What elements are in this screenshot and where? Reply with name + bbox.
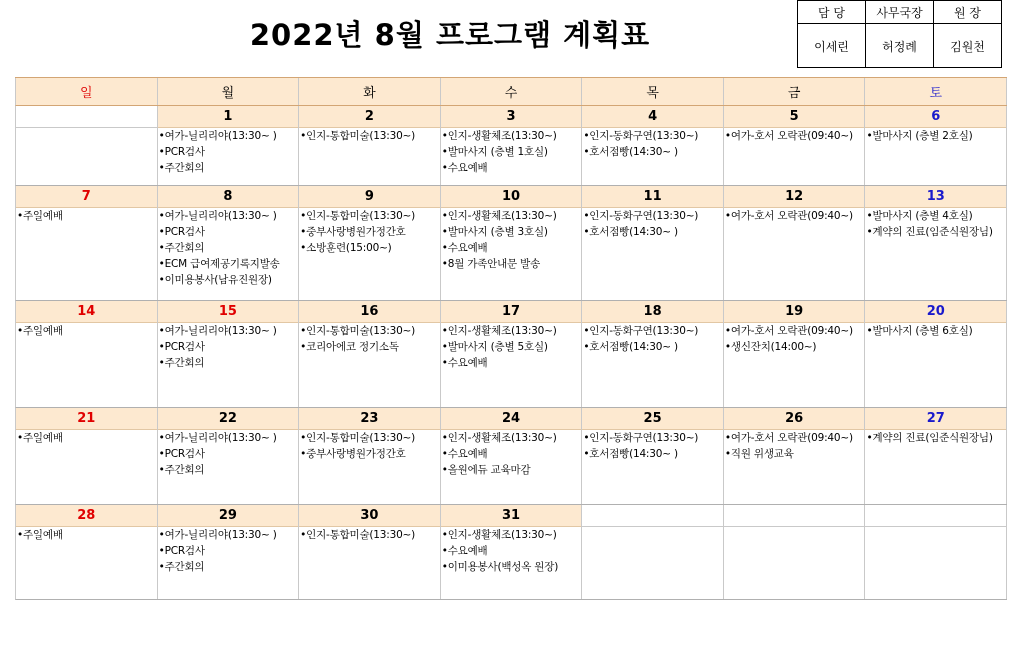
event-item: •여가-호서 오락관(09:40~) [724,130,853,142]
event-list [158,323,299,371]
approval-name-staff: 이세린 [814,39,849,54]
event-item: •PCR검사 [158,545,205,557]
day-cell[interactable] [865,505,1007,599]
weekday-wed: 수 [441,78,583,105]
event-item: •수요예배 [441,545,488,557]
event-item: •주간회의 [158,242,205,254]
day-cell[interactable] [441,408,583,504]
day-cell[interactable] [441,301,583,407]
event-item: •PCR검사 [158,226,205,238]
day-number: 6 [865,106,1006,128]
event-item: •수요예배 [441,242,488,254]
event-item: •인지-동화구연(13:30~) [583,130,699,142]
day-number: 31 [441,505,582,527]
event-list [299,323,440,355]
event-item: •이미용봉사(백성옥 원장) [441,561,559,573]
calendar-week [15,186,1007,301]
day-cell[interactable] [16,301,158,407]
event-item: •주일예배 [17,432,63,444]
day-cell[interactable] [865,408,1007,504]
event-item: •ECM 급여제공기록지발송 [158,258,280,270]
event-item: •호서점빵(14:30~ ) [583,146,678,158]
event-item: •소방훈련(15:00~) [300,242,392,254]
day-number: 12 [724,186,865,208]
event-list [299,128,440,144]
event-item: •여가-닐리리야(13:30~ ) [158,210,277,222]
day-number: 4 [582,106,723,128]
event-item: •PCR검사 [158,448,205,460]
day-cell[interactable] [582,186,724,300]
event-item: •수요예배 [441,357,488,369]
event-list [441,527,582,575]
event-item: •여가-닐리리야(13:30~ ) [158,432,277,444]
event-item: •인지-통합미술(13:30~) [300,130,416,142]
day-number: 1 [158,106,299,128]
calendar-week [15,408,1007,505]
event-list [865,208,1006,240]
day-cell[interactable] [724,408,866,504]
event-item: •주일예배 [17,325,63,337]
event-list [158,208,299,288]
day-number: 29 [158,505,299,527]
weekday-tue: 화 [299,78,441,105]
event-item: •발마사지 (층별 2호실) [866,130,973,142]
event-item: •인지-생활체조(13:30~) [441,432,557,444]
event-item: •주간회의 [158,464,205,476]
day-number: 20 [865,301,1006,323]
event-list [724,430,865,462]
day-number: 18 [582,301,723,323]
day-cell[interactable] [158,408,300,504]
weekday-fri: 금 [724,78,866,105]
event-list [582,128,723,160]
day-cell[interactable] [724,505,866,599]
event-item: •수요예배 [441,448,488,460]
event-list [299,208,440,256]
day-cell[interactable] [299,408,441,504]
event-item: •인지-생활체조(13:30~) [441,529,557,541]
event-list [299,527,440,543]
day-number [16,106,157,128]
day-cell[interactable] [441,186,583,300]
event-list [582,430,723,462]
calendar-week [15,301,1007,408]
day-number: 30 [299,505,440,527]
event-item: •여가-닐리리야(13:30~ ) [158,325,277,337]
day-cell[interactable] [724,301,866,407]
event-item: •발마사지 (층별 6호실) [866,325,973,337]
event-item: •발마사지 (층별 1호실) [441,146,548,158]
event-item: •PCR검사 [158,341,205,353]
day-cell[interactable] [865,186,1007,300]
day-number: 19 [724,301,865,323]
approval-header-staff: 담 당 [818,5,845,20]
event-item: •이미용봉사(남유진원장) [158,274,272,286]
day-cell[interactable] [16,408,158,504]
event-list [16,430,157,446]
day-cell[interactable] [299,301,441,407]
event-item: •발마사지 (층별 3호실) [441,226,548,238]
day-cell[interactable] [158,106,300,185]
event-item: •인지-생활체조(13:30~) [441,130,557,142]
day-cell[interactable] [299,106,441,185]
event-item: •인지-동화구연(13:30~) [583,210,699,222]
event-item: •호서점빵(14:30~ ) [583,341,678,353]
event-item: •여가-호서 오락관(09:40~) [724,210,853,222]
weekday-sun: 일 [16,78,158,105]
day-number: 13 [865,186,1006,208]
event-item: •여가-호서 오락관(09:40~) [724,325,853,337]
event-list [16,527,157,543]
event-item: •주간회의 [158,162,205,174]
day-number: 5 [724,106,865,128]
event-item: •생신잔치(14:00~) [724,341,817,353]
event-item: •인지-통합미술(13:30~) [300,529,416,541]
day-cell[interactable] [582,106,724,185]
event-item: •인지-동화구연(13:30~) [583,325,699,337]
event-list [865,323,1006,339]
page-title: 2022년 8월 프로그램 계획표 [249,18,651,52]
day-number: 26 [724,408,865,430]
event-list [16,323,157,339]
day-number: 27 [865,408,1006,430]
day-number: 21 [16,408,157,430]
approval-header-secretary: 사무국장 [865,1,933,23]
event-list [865,128,1006,144]
day-cell[interactable] [724,106,866,185]
day-cell[interactable] [16,505,158,599]
day-cell[interactable] [16,186,158,300]
day-number: 23 [299,408,440,430]
day-number: 10 [441,186,582,208]
event-item: •인지-생활체조(13:30~) [441,210,557,222]
calendar-week [15,106,1007,186]
day-cell[interactable] [582,408,724,504]
day-number: 22 [158,408,299,430]
day-number: 2 [299,106,440,128]
approval-header-director: 원 장 [933,1,1001,23]
event-item: •호서점빵(14:30~ ) [583,448,678,460]
event-item: •계약의 진료(임준식원장님) [866,432,993,444]
event-item: •PCR검사 [158,146,205,158]
day-number: 25 [582,408,723,430]
day-cell[interactable] [158,505,300,599]
day-number: 14 [16,301,157,323]
day-number: 28 [16,505,157,527]
event-item: •인지-통합미술(13:30~) [300,325,416,337]
event-item: •여가-닐리리야(13:30~ ) [158,130,277,142]
event-list [724,323,865,355]
day-cell[interactable] [865,106,1007,185]
event-item: •주일예배 [17,210,63,222]
event-list [158,430,299,478]
day-number: 7 [16,186,157,208]
event-item: •인지-통합미술(13:30~) [300,210,416,222]
event-list [724,208,865,224]
day-cell[interactable] [865,301,1007,407]
event-item: •직원 위생교육 [724,448,794,460]
day-cell[interactable] [158,301,300,407]
day-cell[interactable] [441,106,583,185]
event-item: •발마사지 (층별 5호실) [441,341,548,353]
day-number [865,505,1006,527]
event-item: •주일예배 [17,529,63,541]
day-number [724,505,865,527]
approval-box [797,0,1002,68]
day-cell[interactable] [582,301,724,407]
event-list [441,208,582,272]
day-number: 17 [441,301,582,323]
day-number: 11 [582,186,723,208]
event-list [158,128,299,176]
event-item: •인지-생활체조(13:30~) [441,325,557,337]
calendar-week [15,505,1007,600]
event-list [865,430,1006,446]
event-item: •수요예배 [441,162,488,174]
weekday-sat: 토 [865,78,1007,105]
day-number: 3 [441,106,582,128]
event-list [441,323,582,371]
event-list [724,128,865,144]
event-item: •호서점빵(14:30~ ) [583,226,678,238]
event-item: •주간회의 [158,357,205,369]
event-list [299,430,440,462]
day-number [582,505,723,527]
day-number: 9 [299,186,440,208]
event-item: •계약의 진료(임준식원장님) [866,226,993,238]
event-list [582,323,723,355]
day-cell[interactable] [299,186,441,300]
day-number: 15 [158,301,299,323]
calendar-grid [15,77,1007,600]
approval-name-director: 김원천 [933,24,1001,68]
event-item: •주간회의 [158,561,205,573]
event-list [158,527,299,575]
event-list [582,208,723,240]
event-item: •8월 가족안내문 발송 [441,258,541,270]
event-list [441,430,582,478]
day-cell[interactable] [158,186,300,300]
event-item: •코리아에코 정기소독 [300,341,399,353]
event-item: •중부사랑병원가정간호 [300,226,406,238]
day-cell[interactable] [16,106,158,185]
event-item: •여가-닐리리야(13:30~ ) [158,529,277,541]
day-cell[interactable] [582,505,724,599]
event-list [16,208,157,224]
approval-name-secretary: 허정례 [865,24,933,68]
calendar-weeks [15,106,1007,600]
event-item: •인지-통합미술(13:30~) [300,432,416,444]
weekday-mon: 월 [158,78,300,105]
day-cell[interactable] [299,505,441,599]
event-item: •여가-호서 오락관(09:40~) [724,432,853,444]
day-cell[interactable] [724,186,866,300]
weekday-thu: 목 [582,78,724,105]
day-number: 24 [441,408,582,430]
day-cell[interactable] [441,505,583,599]
day-number: 8 [158,186,299,208]
event-item: •중부사랑병원가정간호 [300,448,406,460]
event-item: •인지-동화구연(13:30~) [583,432,699,444]
event-item: •발마사지 (층별 4호실) [866,210,973,222]
weekday-header-row [15,78,1007,106]
event-item: •올원에듀 교육마감 [441,464,531,476]
day-number: 16 [299,301,440,323]
event-list [441,128,582,176]
